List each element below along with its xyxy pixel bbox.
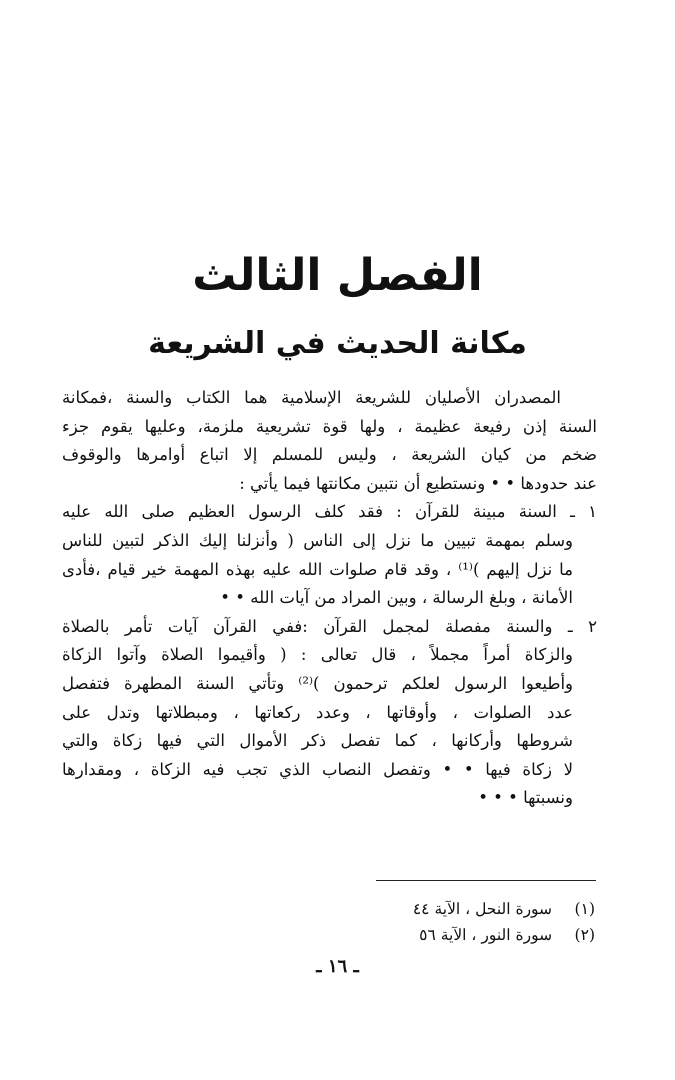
body-line: والزكاة أمراً مجملاً ، قال تعالى : ( وأقيموا الصلاة وآتوا الزكاة	[62, 645, 573, 665]
body-line: الأمانة ، وبلغ الرسالة ، وبين المراد من آيات الله • •	[220, 588, 573, 608]
footnote-divider	[376, 880, 596, 881]
body-line: لا زكاة فيها • • وتفصل النصاب الذي تجب فيه الزكاة ، ومقدارها	[62, 759, 573, 779]
body-text	[62, 384, 597, 813]
body-line: ضخم من كيان الشريعة ، وليس للمسلم إلا اتباع أوامرها والوقوف	[62, 445, 597, 465]
footnote	[335, 896, 595, 922]
body-line: وسلم بمهمة تبيين ما نزل إلى الناس ( وأنزلنا إليك الذكر لتبين للناس	[62, 530, 573, 550]
page-number: ـ ١٦ ـ	[316, 956, 359, 977]
chapter-title: الفصل الثالث	[192, 250, 483, 301]
body-line: المصدران الأصليان للشريعة الإسلامية هما الكتاب والسنة ،فمكانة	[62, 388, 561, 407]
footnote	[335, 922, 595, 948]
footnote-text: سورة النحل ، الآية ٤٤	[412, 900, 553, 918]
body-line: عند حدودها • • ونستطيع أن نتبين مكانتها فيما يأتي :	[239, 473, 597, 493]
body-line: ونسبتها • • •	[478, 788, 573, 808]
footnote-number: (٢)	[574, 926, 595, 944]
body-line: ما نزل إليهم )⁽¹⁾ ، وقد قام صلوات الله عليه بهذه المهمة خير قيام ،فأدى	[62, 559, 573, 579]
body-line: ١ ـ السنة مبينة للقرآن : فقد كلف الرسول العظيم صلى الله عليه	[62, 502, 597, 522]
footnotes	[335, 896, 595, 948]
footnote-text: سورة النور ، الآية ٥٦	[419, 926, 553, 944]
footnote-number: (١)	[574, 900, 595, 918]
body-line: عدد الصلوات ، وأوقاتها ، وعدد ركعاتها ، ومبطلاتها وتدل على	[62, 702, 573, 722]
body-line: وأطيعوا الرسول لعلكم ترحمون )⁽²⁾ وتأتي السنة المطهرة فتفصل	[62, 673, 573, 693]
chapter-subtitle: مكانة الحديث في الشريعة	[148, 326, 527, 361]
body-line: السنة إذن رفيعة عظيمة ، ولها قوة تشريعية ملزمة، وعليها يقوم جزء	[62, 416, 597, 436]
body-line: شروطها وأركانها ، كما تفصل ذكر الأموال التي فيها زكاة والتي	[62, 731, 573, 751]
body-line: ٢ ـ والسنة مفصلة لمجمل القرآن :ففي القرآن آيات تأمر بالصلاة	[62, 616, 597, 636]
